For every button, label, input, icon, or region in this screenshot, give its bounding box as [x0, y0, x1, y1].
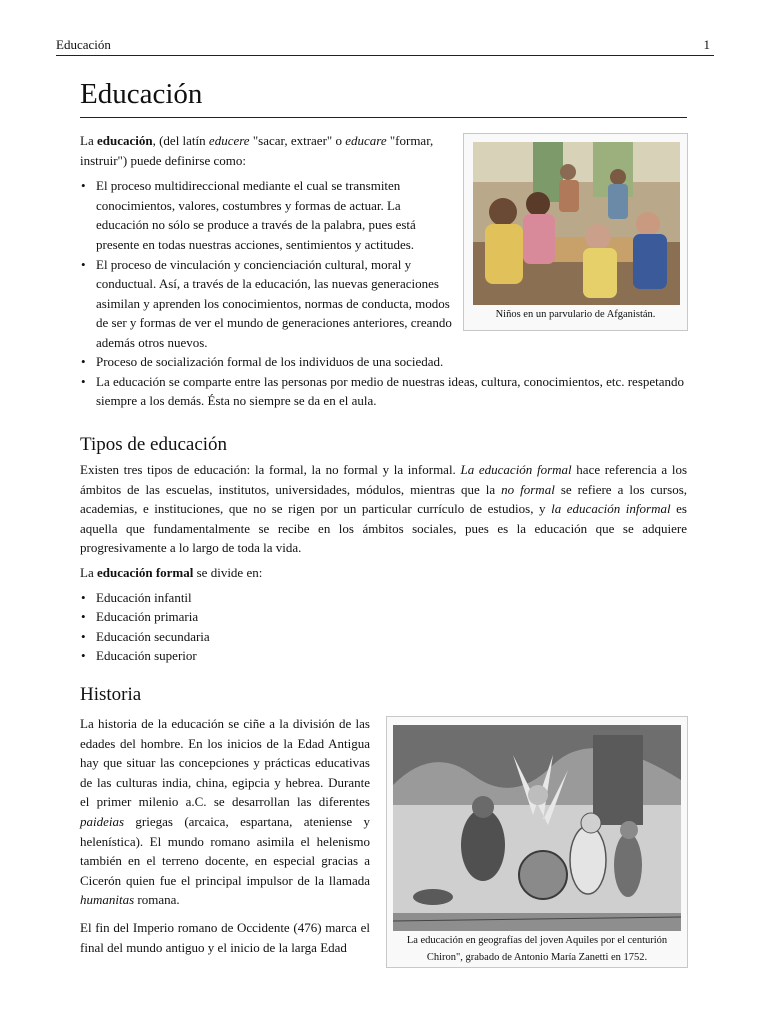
section-heading-historia: Historia [80, 684, 142, 705]
formal-intro: La educación formal se divide en: [80, 564, 263, 580]
list-item: • Educación secundaria [80, 627, 687, 647]
figure-engraving [386, 716, 688, 968]
figure-kindergarten [463, 133, 688, 331]
engraving-image [393, 725, 681, 931]
section-heading-tipos: Tipos de educación [80, 434, 228, 455]
historia-section [80, 714, 370, 957]
list-item: • Educación primaria [80, 607, 687, 627]
intro-paragraph: La educación, (del latín educere "sacar, extraer" o educare "formar, instruir") puede definirse como: [80, 133, 434, 168]
list-item: • Proceso de socialización formal de los individuos de una sociedad. [80, 352, 690, 372]
running-header [56, 37, 714, 56]
term-educacion-formal: educación formal [96, 564, 194, 580]
kindergarten-photo [473, 142, 680, 305]
list-item: • La educación se comparte entre las personas por medio de nuestras ideas, cultura, conocimientos, etc. respetando siempre a los demás. Ésta no siempre se da en el aula. [80, 372, 690, 411]
intro-list-continued [80, 352, 690, 411]
tipos-paragraph: Existen tres tipos de educación: la formal, la no formal y la informal. La educación formal hace referencia a los ámbitos de las escuelas, institutos, universidades, módulos, mientras que la no formal se refiere a los cursos, academias, e instituciones, que no se rigen por un particular currículo de estudios, y la educación informal es aquella que fundamentalmente se recibe en los ámbitos sociales, pues es la educación que se adquiere progresivamente a lo largo de toda la vida. [80, 462, 687, 556]
historia-paragraph-1: La historia de la educación se ciñe a la división de las edades del hombre. En los inicios de la Edad Antigua hay que situar las concepciones y prácticas educativas de las culturas india, china, egipcia y hebrea. Durante el primer milenio a.C. se desarrollan las diferentes paideias griegas (arcaica, espartana, ateniense y helenística). El mundo romano asimila el helenismo también en el terreno docente, en especial gracias a Cicerón quien fue el principal impulsor de la llamada humanitas romana. [80, 716, 370, 908]
historia-paragraph-2: El fin del Imperio romano de Occidente (476) marca el final del mundo antiguo y el inicio de la larga Edad [80, 919, 370, 955]
running-header-title: Educación [56, 37, 111, 52]
intro-section [80, 131, 454, 353]
tipos-section [80, 460, 687, 666]
list-item: • Educación infantil [80, 588, 687, 608]
figure-caption: La educación en geografías del joven Aquiles por el centurión Chiron", grabado de Antonio María Zanetti en 1752. [406, 935, 668, 963]
list-item: • El proceso multidireccional mediante el cual se transmiten conocimientos, valores, costumbres y formas de actuar. La educación no sólo se produce a través de la palabra, pues está presente en todas nuestras acciones, sentimientos y actitudes. [80, 176, 454, 254]
formal-levels-list [80, 588, 687, 666]
page-title: Educación [80, 74, 687, 118]
page-number: 1 [703, 37, 710, 52]
term-educacion: educación [96, 133, 153, 148]
list-item: • El proceso de vinculación y concienciación cultural, moral y conductual. Así, a través de la educación, las nuevas generaciones asimilan y aprenden los conocimientos, normas de conducta, modos de ser y formas de ver el mundo de generaciones anteriores, creando además otros nuevos. [80, 255, 454, 353]
definitions-list [80, 176, 454, 352]
figure-caption: Niños en un parvulario de Afganistán. [495, 309, 656, 320]
list-item: • Educación superior [80, 646, 687, 666]
